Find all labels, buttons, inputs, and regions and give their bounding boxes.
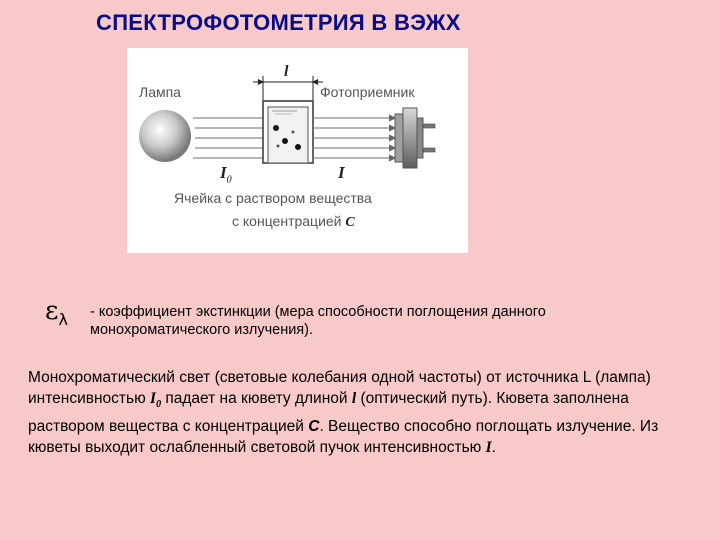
cuvette	[263, 101, 313, 163]
cell-caption-line1: Ячейка с раствором вещества	[174, 190, 372, 206]
path-length-label: l	[284, 63, 289, 80]
photodetector-icon	[395, 108, 435, 168]
description-paragraph: Монохроматический свет (световые колебания одной частоты) от источника L (лампа) интенсивностью $I_0$ падает на кювету длиной l (оптический путь). Кювета заполнена раствором вещества с концентрацией С. Вещество способно поглощать излучение. Из кюветы выходит ослабленный световой пучок интенсивностью I.	[28, 369, 659, 456]
transmitted-intensity-label: I	[338, 163, 345, 182]
cell-caption-line2: с концентрацией C	[232, 213, 355, 230]
transmitted-beam	[313, 118, 395, 158]
lamp-icon	[139, 110, 191, 162]
detector-label: Фотоприемник	[320, 84, 415, 100]
lamp-label: Лампа	[139, 84, 181, 100]
spectrophotometer-diagram	[127, 48, 468, 253]
epsilon-definition: - коэффициент экстинкции (мера способности поглощения данного монохроматического излучения).	[90, 304, 546, 338]
incident-beam	[193, 118, 263, 158]
slide-title: СПЕКТРОФОТОМЕТРИЯ В ВЭЖХ	[96, 10, 461, 35]
epsilon-symbol: $\varepsilon_\lambda$	[45, 296, 68, 330]
incident-intensity-label: $I_0$	[220, 163, 232, 186]
